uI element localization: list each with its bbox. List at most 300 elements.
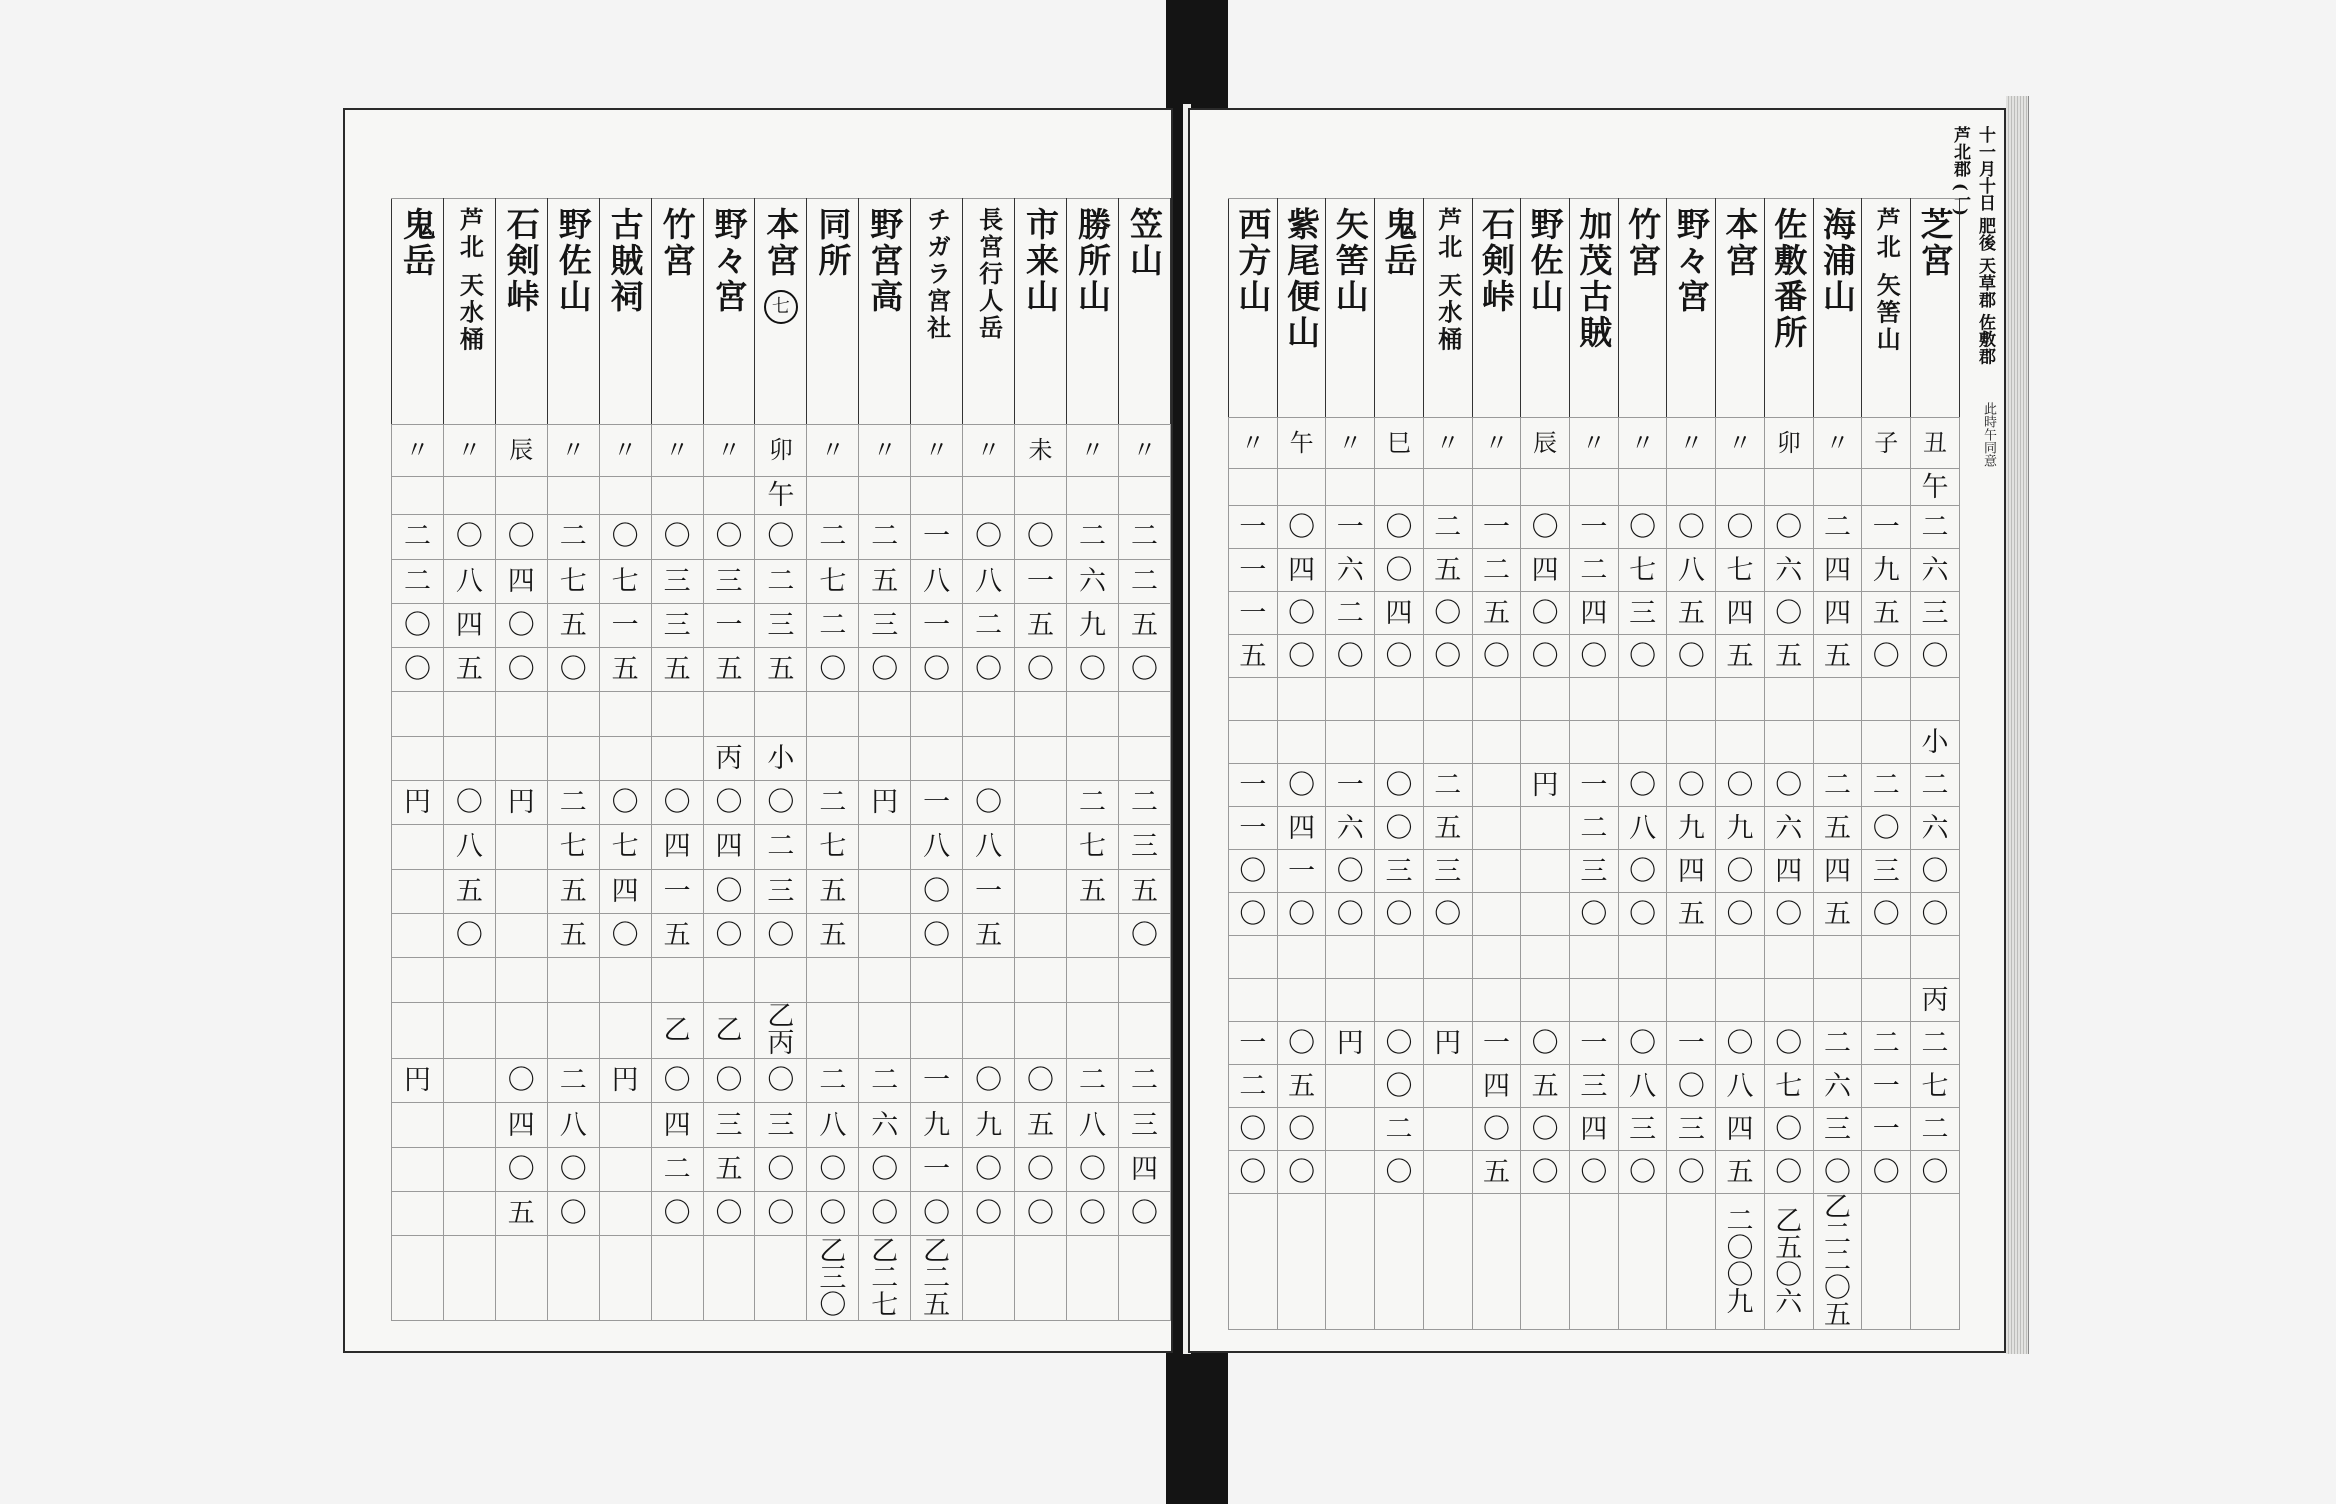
left-name-cell [495,199,547,425]
right-block1-cell: 四 [1375,592,1424,635]
left-block3-cell: 〇 [963,1059,1015,1103]
left-block1-cell: 五 [599,648,651,692]
left-bottom-cell [963,1236,1015,1321]
left-place-name: 笠山 [1124,207,1164,279]
left-block1-cell: 三 [755,603,807,647]
left-spacer-cell [599,958,651,1002]
left-block3-cell: 〇 [547,1147,599,1191]
right-block2-cell: 二 [1813,764,1862,807]
right-block3-cell: 〇 [1375,1065,1424,1108]
right-spacer-cell [1716,678,1765,721]
left-block3-head-cell [1066,1002,1118,1059]
left-block3-cell [599,1192,651,1236]
right-block1-cell: 三 [1911,592,1960,635]
right-block1-cell: 五 [1667,592,1716,635]
right-place-name: 佐敷番所 [1769,207,1809,351]
left-name-cell [651,199,703,425]
left-block2-cell [392,913,444,957]
right-block2-row [1229,893,1960,936]
left-block1-cell: 七 [599,559,651,603]
left-spacer-cell [392,692,444,736]
right-block1-cell: 一 [1570,506,1619,549]
left-place-name: 市来山 [1021,207,1061,315]
left-bottom-cell [651,1236,703,1321]
left-name-cell [392,199,444,425]
right-block2-row [1229,850,1960,893]
left-block2-cell: 七 [547,825,599,869]
left-spacer-row [392,692,1171,736]
left-block2-cell: 〇 [599,781,651,825]
right-sub-cell [1375,469,1424,506]
right-block2-cell: 一 [1277,850,1326,893]
left-block2-head-cell [599,736,651,780]
left-block3-cell [599,1103,651,1147]
left-block3-cell: 五 [1015,1103,1067,1147]
left-block1-cell: 〇 [963,648,1015,692]
left-block3-cell [392,1147,444,1191]
right-block3-head-cell [1813,979,1862,1022]
right-block1-cell: 〇 [1423,635,1472,678]
right-block1-cell: 〇 [1277,592,1326,635]
right-spacer-cell [1326,678,1375,721]
left-spacer-cell [703,958,755,1002]
left-name-cell [963,199,1015,425]
right-place-name: 芦北 矢筈山 [1872,207,1902,354]
right-block2-cell: 二 [1911,764,1960,807]
right-block2-cell: 一 [1229,807,1278,850]
left-sub-cell [651,477,703,515]
right-block1-cell: 〇 [1521,592,1570,635]
left-spacer-cell [495,958,547,1002]
right-block3-cell: 一 [1570,1022,1619,1065]
left-block3-head-cell [495,1002,547,1059]
left-block1-cell: 〇 [963,515,1015,559]
left-spacer-cell [1015,958,1067,1002]
right-spacer-cell [1813,678,1862,721]
right-branch-cell: 巳 [1375,418,1424,469]
left-place-name: 本宮 [761,207,801,279]
left-block2-cell: 〇 [703,869,755,913]
right-block2-cell: 〇 [1764,764,1813,807]
right-spacer-cell [1764,936,1813,979]
right-ledger-table [1228,198,1960,1330]
right-bottom-cell [1326,1194,1375,1330]
left-block3-cell: 二 [1118,1059,1170,1103]
left-branch-cell: 〃 [963,424,1015,477]
left-block1-cell: 五 [1118,603,1170,647]
left-block3-cell [392,1103,444,1147]
left-block3-cell: 三 [703,1103,755,1147]
left-block1-row [392,559,1171,603]
left-block2-head-cell [651,736,703,780]
right-bottom-cell [1472,1194,1521,1330]
left-block2-cell [1066,913,1118,957]
left-branch-cell: 〃 [703,424,755,477]
right-block3-head-cell: 丙 [1911,979,1960,1022]
right-spacer-cell [1423,936,1472,979]
right-block1-cell: 〇 [1423,592,1472,635]
left-bottom-cell: 乙三〇 [807,1236,859,1321]
right-name-cell [1423,199,1472,418]
right-block2-cell: 一 [1229,764,1278,807]
left-block2-head-cell [1118,736,1170,780]
right-sub-cell [1521,469,1570,506]
right-branch-row [1229,418,1960,469]
right-block3-cell: 四 [1716,1108,1765,1151]
right-block1-cell: 四 [1716,592,1765,635]
left-block2-head-cell [1015,736,1067,780]
right-bottom-cell [1375,1194,1424,1330]
right-block3-cell: 円 [1423,1022,1472,1065]
right-block1-cell: 〇 [1618,635,1667,678]
right-block3-cell: 〇 [1472,1108,1521,1151]
left-bottom-cell: 乙二五 [911,1236,963,1321]
left-spacer-cell [443,692,495,736]
right-block2-cell [1472,850,1521,893]
right-block1-cell: 〇 [1667,506,1716,549]
right-sub-row [1229,469,1960,506]
left-block2-cell: 五 [807,869,859,913]
left-block1-cell: 一 [599,603,651,647]
right-branch-cell: 丑 [1911,418,1960,469]
left-name-cell [547,199,599,425]
left-block2-cell [495,825,547,869]
right-block3-cell: 〇 [1277,1108,1326,1151]
right-place-name: 芦北 天水桶 [1433,207,1463,354]
right-block2-cell: 五 [1813,807,1862,850]
right-block1-cell: 七 [1716,549,1765,592]
left-place-name: 野々宮 [709,207,749,315]
left-block2-cell: 〇 [755,913,807,957]
left-block3-cell: 五 [495,1192,547,1236]
left-block1-cell: 三 [703,559,755,603]
right-bottom-cell [1423,1194,1472,1330]
right-block2-cell: 〇 [1764,893,1813,936]
right-block3-cell: 〇 [1375,1022,1424,1065]
left-block3-head-cell: 乙丙 [755,1002,807,1059]
left-spacer-cell [755,958,807,1002]
left-spacer-cell [651,958,703,1002]
left-spacer-cell [1066,958,1118,1002]
left-block2-row [392,869,1171,913]
left-block3-cell: 〇 [547,1192,599,1236]
left-block3-head-cell [1118,1002,1170,1059]
right-spacer-cell [1375,678,1424,721]
left-block2-cell: 八 [963,825,1015,869]
right-block1-cell: 一 [1229,506,1278,549]
right-place-name: 鬼岳 [1379,207,1419,279]
left-block1-cell: 二 [807,515,859,559]
right-block3-cell: 七 [1911,1065,1960,1108]
right-block1-cell: 二 [1570,549,1619,592]
right-block3-row [1229,1022,1960,1065]
left-block2-row [392,825,1171,869]
left-block3-cell: 〇 [651,1192,703,1236]
right-block2-cell: 〇 [1911,893,1960,936]
right-block3-row [1229,1065,1960,1108]
right-block2-cell: 〇 [1326,893,1375,936]
right-block3-cell: 〇 [1716,1022,1765,1065]
left-block2-cell: 一 [651,869,703,913]
left-block2-cell: 五 [1066,869,1118,913]
right-block3-head-row [1229,979,1960,1022]
right-branch-cell: 〃 [1716,418,1765,469]
left-block1-cell: 〇 [599,515,651,559]
right-block2-head-cell [1570,721,1619,764]
right-spacer-cell [1521,936,1570,979]
left-block2-cell: 八 [911,825,963,869]
right-name-cell [1862,199,1911,418]
right-block2-cell: 四 [1764,850,1813,893]
left-block1-cell: 〇 [807,648,859,692]
right-block3-head-cell [1521,979,1570,1022]
left-bottom-cell [1066,1236,1118,1321]
right-spacer-row [1229,936,1960,979]
left-block1-cell: 〇 [495,515,547,559]
right-block3-cell [1326,1151,1375,1194]
right-block2-cell: 五 [1667,893,1716,936]
right-block3-cell [1423,1151,1472,1194]
right-block2-head-cell: 小 [1911,721,1960,764]
right-block3-cell: 四 [1570,1108,1619,1151]
right-block3-cell: 二 [1911,1022,1960,1065]
left-spacer-cell [963,958,1015,1002]
right-sub-cell [1570,469,1619,506]
right-place-name: 芝宮 [1915,207,1955,279]
right-bottom-cell [1862,1194,1911,1330]
right-block3-cell: 七 [1764,1065,1813,1108]
left-place-name: 鬼岳 [397,207,437,279]
right-place-name: 野々宮 [1671,207,1711,315]
left-branch-cell: 辰 [495,424,547,477]
right-sub-cell [1862,469,1911,506]
left-ledger [391,198,1171,1321]
left-bottom-cell: 乙二七 [859,1236,911,1321]
right-block1-cell: 〇 [1667,635,1716,678]
right-block1-cell: 〇 [1521,635,1570,678]
right-branch-cell: 午 [1277,418,1326,469]
header-note: 十一月十日 肥後 天草郡 佐敷郡 芦北郡 (一) [1950,126,1995,365]
right-branch-cell: 〃 [1472,418,1521,469]
right-block3-head-cell [1423,979,1472,1022]
right-spacer-cell [1326,936,1375,979]
right-block2-cell: 五 [1813,893,1862,936]
left-block3-head-cell [1015,1002,1067,1059]
right-block1-cell: 五 [1764,635,1813,678]
left-block3-cell: 〇 [755,1192,807,1236]
left-block2-cell: 五 [547,913,599,957]
left-name-cell [1066,199,1118,425]
left-sub-cell [443,477,495,515]
left-name-cell [703,199,755,425]
left-block2-head-cell [392,736,444,780]
right-block1-cell: 〇 [1764,506,1813,549]
right-block3-cell: 三 [1813,1108,1862,1151]
right-bottom-cell [1570,1194,1619,1330]
left-block3-cell: 〇 [963,1192,1015,1236]
right-block1-cell: 一 [1326,506,1375,549]
left-name-row [392,199,1171,425]
right-block3-head-cell [1618,979,1667,1022]
right-block2-cell: 二 [1570,807,1619,850]
right-sub-cell [1277,469,1326,506]
left-block1-cell: 〇 [1118,648,1170,692]
right-block1-cell: 〇 [1862,635,1911,678]
left-block1-cell: 〇 [651,515,703,559]
left-block3-head-cell [443,1002,495,1059]
left-block1-cell: 五 [859,559,911,603]
left-block2-cell: 五 [963,913,1015,957]
left-block1-cell: 一 [911,515,963,559]
right-block2-cell: 〇 [1716,850,1765,893]
left-place-name: 古賊祠 [605,207,645,315]
left-block1-cell: 三 [651,559,703,603]
right-name-cell [1667,199,1716,418]
right-block1-cell: 六 [1326,549,1375,592]
right-block3-cell: 〇 [1570,1151,1619,1194]
right-block2-cell: 四 [1277,807,1326,850]
right-branch-cell: 〃 [1423,418,1472,469]
left-block2-row [392,913,1171,957]
left-name-cell [1015,199,1067,425]
right-block1-cell: 一 [1862,506,1911,549]
right-block1-cell: 四 [1813,592,1862,635]
right-block3-cell: 〇 [1229,1151,1278,1194]
left-branch-cell: 〃 [392,424,444,477]
left-block3-cell: 〇 [859,1147,911,1191]
left-spacer-cell [807,692,859,736]
right-block3-cell: 六 [1813,1065,1862,1108]
left-spacer-row [392,958,1171,1002]
right-block1-cell: 〇 [1375,549,1424,592]
right-block2-head-cell [1862,721,1911,764]
left-block2-cell: 円 [859,781,911,825]
left-block2-row [392,781,1171,825]
right-block1-cell: 二 [1423,506,1472,549]
left-block3-cell: 〇 [963,1147,1015,1191]
right-block3-head-cell [1277,979,1326,1022]
left-block2-cell: 〇 [911,869,963,913]
left-branch-cell: 〃 [859,424,911,477]
right-block1-cell: 一 [1229,549,1278,592]
left-sub-cell [911,477,963,515]
right-place-name: 竹宮 [1623,207,1663,279]
left-block2-cell: 二 [547,781,599,825]
right-branch-cell: 〃 [1813,418,1862,469]
left-bottom-cell [755,1236,807,1321]
left-block2-cell: 二 [1066,781,1118,825]
right-block3-row [1229,1108,1960,1151]
right-bottom-cell [1667,1194,1716,1330]
right-name-cell [1813,199,1862,418]
left-block3-head-cell: 乙 [651,1002,703,1059]
left-block2-cell [859,913,911,957]
left-name-cell [1118,199,1170,425]
left-block3-head-cell: 乙 [703,1002,755,1059]
left-block3-cell: 〇 [1015,1147,1067,1191]
right-sub-cell [1813,469,1862,506]
right-block3-cell: 三 [1618,1108,1667,1151]
left-block2-cell: 三 [755,869,807,913]
left-place-name: 石剣峠 [501,207,541,315]
left-spacer-cell [963,692,1015,736]
left-spacer-cell [1066,692,1118,736]
left-sub-cell [859,477,911,515]
right-block1-cell: 二 [1472,549,1521,592]
right-name-cell [1764,199,1813,418]
left-spacer-cell [1118,958,1170,1002]
right-block1-row [1229,549,1960,592]
left-branch-cell: 〃 [651,424,703,477]
left-block2-cell: 円 [392,781,444,825]
right-ledger [1228,198,1960,1331]
right-block2-cell: 〇 [1716,893,1765,936]
page-edge-stack [2006,96,2029,1354]
left-spacer-cell [443,958,495,1002]
right-block2-head-cell [1277,721,1326,764]
right-block1-row [1229,592,1960,635]
right-name-cell [1911,199,1960,418]
left-block2-cell: 〇 [703,913,755,957]
left-block3-head-cell [911,1002,963,1059]
right-block3-cell: 四 [1472,1065,1521,1108]
right-place-name: 西方山 [1233,207,1273,315]
right-block2-cell: 〇 [1862,807,1911,850]
left-block2-cell: 四 [703,825,755,869]
left-block2-cell: 〇 [911,913,963,957]
left-block2-head-cell [1066,736,1118,780]
left-block3-cell: 九 [963,1103,1015,1147]
left-block1-cell: 七 [807,559,859,603]
right-block1-cell: 二 [1326,592,1375,635]
right-block3-cell: 〇 [1862,1151,1911,1194]
left-branch-cell: 〃 [443,424,495,477]
right-block3-cell: 三 [1667,1108,1716,1151]
left-name-cell [755,199,807,425]
left-block3-cell: 〇 [703,1059,755,1103]
right-place-name: 石剣峠 [1476,207,1516,315]
left-block2-cell: 七 [807,825,859,869]
left-sub-cell [392,477,444,515]
left-block1-cell: 二 [755,559,807,603]
right-block3-cell: 〇 [1764,1151,1813,1194]
left-block1-cell: 二 [547,515,599,559]
right-block1-cell: 三 [1618,592,1667,635]
left-block1-cell: 八 [963,559,1015,603]
right-block3-cell: 〇 [1813,1151,1862,1194]
left-bottom-cell [1118,1236,1170,1321]
left-block1-cell: 五 [547,603,599,647]
left-sub-cell [1066,477,1118,515]
right-branch-cell: 〃 [1618,418,1667,469]
right-name-cell [1229,199,1278,418]
left-block1-cell: 四 [495,559,547,603]
left-branch-cell: 〃 [911,424,963,477]
left-block3-cell: 一 [911,1147,963,1191]
right-block1-cell: 五 [1229,635,1278,678]
right-place-name: 野佐山 [1525,207,1565,315]
left-block1-cell: 〇 [443,515,495,559]
left-block2-cell [1015,825,1067,869]
left-spacer-cell [547,692,599,736]
left-block3-head-cell [599,1002,651,1059]
right-block1-cell: 〇 [1764,592,1813,635]
left-name-cell [807,199,859,425]
left-block1-cell: 二 [392,559,444,603]
left-block1-cell: 〇 [495,648,547,692]
left-branch-cell: 未 [1015,424,1067,477]
left-block3-cell: 〇 [1118,1192,1170,1236]
